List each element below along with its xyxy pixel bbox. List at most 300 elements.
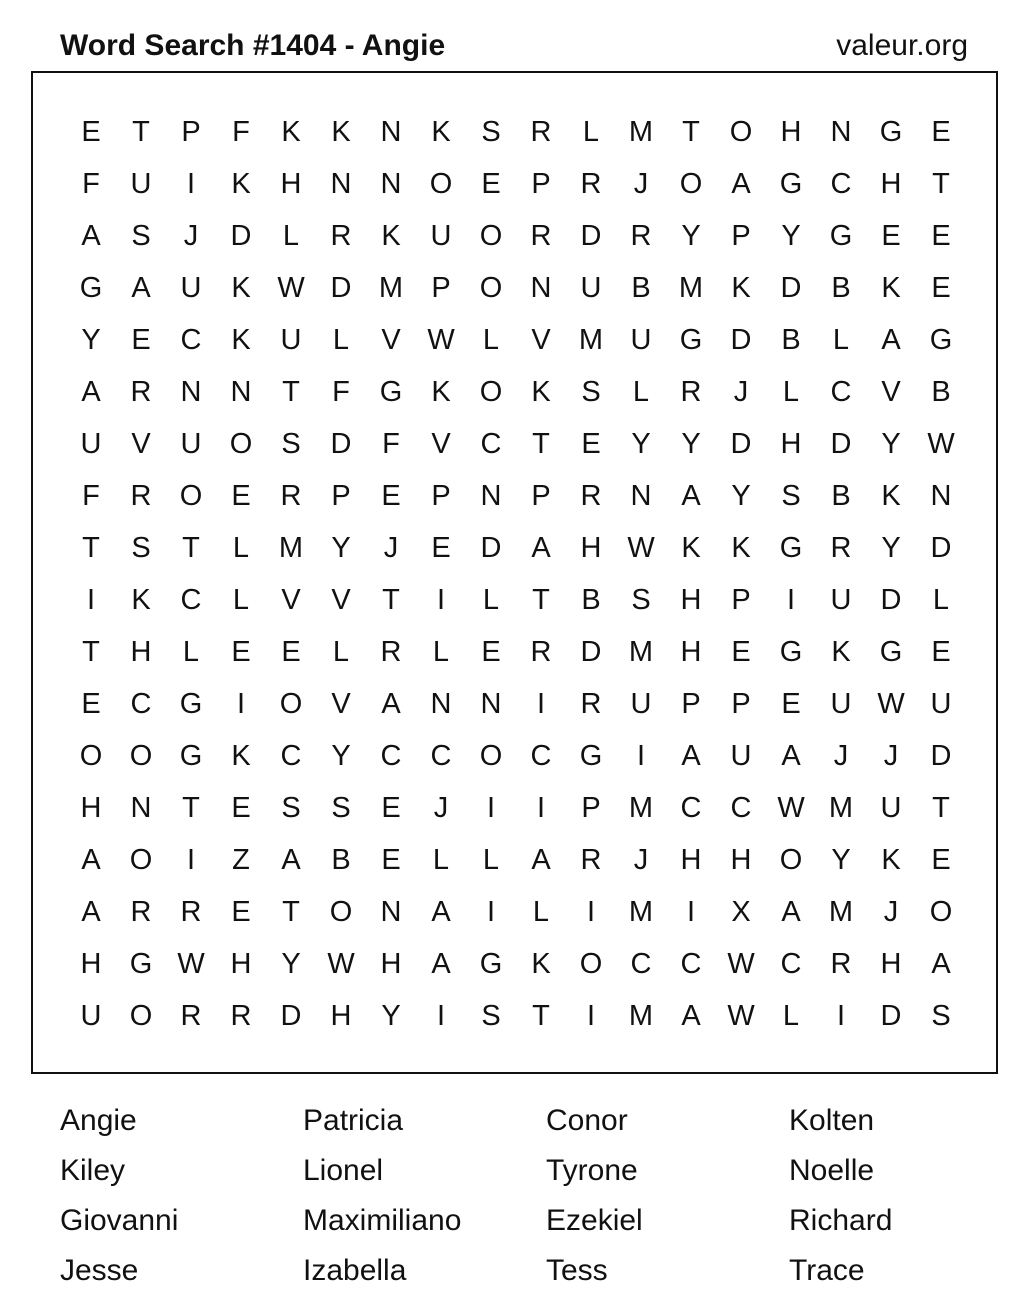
grid-letter: F [232,116,250,148]
grid-letter: U [880,792,902,824]
grid-letter: O [779,844,803,876]
grid-letter: H [780,116,802,148]
word-list-item: Tyrone [546,1154,638,1187]
grid-letter: I [186,168,196,200]
grid-letter: E [131,324,151,356]
grid-letter: S [481,116,501,148]
grid-letter: W [177,948,205,980]
grid-letter: Y [881,428,901,460]
grid-letter: H [280,168,302,200]
grid-letter: L [232,584,250,616]
grid-letter: E [731,636,751,668]
grid-letter: P [431,272,451,304]
grid-letter: H [80,948,102,980]
grid-letter: S [581,376,601,408]
grid-letter: I [536,792,546,824]
grid-letter: A [881,324,901,356]
grid-letter: W [327,948,355,980]
grid-letter: F [382,428,400,460]
grid-letter: J [733,376,749,408]
grid-letter: K [231,740,251,772]
grid-letter: N [380,896,402,928]
grid-letter: M [828,792,854,824]
grid-letter: D [730,324,752,356]
grid-letter: A [431,948,451,980]
grid-letter: M [628,896,654,928]
grid-letter: T [382,584,400,616]
grid-letter: N [180,376,202,408]
grid-letter: N [380,168,402,200]
grid-letter: A [681,1000,701,1032]
grid-letter: P [331,480,351,512]
grid-letter: W [277,272,305,304]
grid-letter: G [929,324,953,356]
grid-letter: U [830,584,852,616]
site-name: valeur.org [836,29,968,62]
grid-letter: S [931,1000,951,1032]
grid-letter: H [680,636,702,668]
grid-letter: Y [831,844,851,876]
grid-letter: E [931,636,951,668]
grid-letter: R [130,376,152,408]
grid-letter: L [432,844,450,876]
grid-letter: Y [731,480,751,512]
grid-letter: A [781,896,801,928]
grid-letter: L [232,532,250,564]
grid-letter: C [780,948,802,980]
grid-letter: C [530,740,552,772]
grid-letter: H [80,792,102,824]
grid-letter: K [881,480,901,512]
grid-letter: A [531,844,551,876]
grid-letter: Y [881,532,901,564]
grid-letter: A [131,272,151,304]
grid-letter: D [930,532,952,564]
grid-letter: K [431,376,451,408]
word-list-item: Richard [789,1204,893,1237]
grid-letter: R [580,688,602,720]
grid-letter: R [680,376,702,408]
grid-letter: P [531,480,551,512]
grid-letter: T [932,168,950,200]
grid-letter: E [931,220,951,252]
grid-letter: L [282,220,300,252]
grid-letter: O [679,168,703,200]
word-list-item: Ezekiel [546,1204,643,1237]
grid-letter: B [931,376,951,408]
grid-letter: A [431,896,451,928]
grid-letter: K [731,532,751,564]
grid-letter: C [480,428,502,460]
grid-letter: I [636,740,646,772]
grid-letter: M [828,896,854,928]
grid-letter: C [830,168,852,200]
grid-letter: K [731,272,751,304]
grid-letter: U [280,324,302,356]
grid-letter: G [679,324,703,356]
grid-letter: G [179,740,203,772]
grid-letter: W [727,1000,755,1032]
grid-letter: N [830,116,852,148]
grid-letter: N [530,272,552,304]
grid-letter: E [381,480,401,512]
grid-letter: C [180,584,202,616]
word-list-item: Patricia [303,1104,404,1137]
grid-letter: E [581,428,601,460]
grid-letter: O [179,480,203,512]
grid-letter: E [481,168,501,200]
grid-letter: H [130,636,152,668]
grid-letter: P [181,116,201,148]
grid-letter: R [180,896,202,928]
grid-letter: G [379,376,403,408]
grid-letter: O [479,376,503,408]
grid-letter: B [581,584,601,616]
grid-letter: J [883,896,899,928]
grid-letter: N [930,480,952,512]
grid-letter: K [681,532,701,564]
grid-letter: A [381,688,401,720]
grid-letter: V [881,376,901,408]
grid-letter: N [480,480,502,512]
grid-letter: D [330,428,352,460]
grid-letter: A [681,480,701,512]
word-list-item: Izabella [303,1254,407,1287]
grid-letter: R [580,168,602,200]
grid-letter: G [779,636,803,668]
grid-letter: D [880,584,902,616]
grid-letter: K [231,324,251,356]
grid-letter: A [281,844,301,876]
grid-letter: N [430,688,452,720]
grid-letter: E [931,116,951,148]
grid-letter: B [781,324,801,356]
grid-letter: Y [681,428,701,460]
grid-letter: Y [331,532,351,564]
puzzle-box [31,71,998,1074]
grid-letter: K [831,636,851,668]
grid-letter: G [879,116,903,148]
grid-letter: O [79,740,103,772]
grid-letter: L [632,376,650,408]
grid-letter: R [330,220,352,252]
grid-letter: Y [281,948,301,980]
grid-letter: E [931,272,951,304]
grid-letter: B [631,272,651,304]
grid-letter: P [731,220,751,252]
grid-letter: R [580,480,602,512]
grid-letter: T [682,116,700,148]
grid-letter: E [931,844,951,876]
grid-letter: C [830,376,852,408]
grid-letter: E [231,636,251,668]
grid-letter: N [230,376,252,408]
grid-letter: T [532,1000,550,1032]
grid-letter: A [681,740,701,772]
grid-letter: A [81,376,101,408]
grid-letter: T [182,532,200,564]
grid-letter: R [530,636,552,668]
grid-letter: G [829,220,853,252]
grid-letter: O [429,168,453,200]
grid-letter: K [531,376,551,408]
grid-letter: F [332,376,350,408]
grid-letter: T [532,584,550,616]
grid-letter: N [330,168,352,200]
grid-letter: U [80,428,102,460]
grid-letter: Y [331,740,351,772]
grid-letter: C [130,688,152,720]
grid-letter: U [180,428,202,460]
grid-letter: A [931,948,951,980]
grid-letter: S [781,480,801,512]
word-list-item: Jesse [60,1254,139,1287]
grid-letter: U [630,688,652,720]
grid-letter: O [129,1000,153,1032]
grid-letter: I [786,584,796,616]
grid-letter: S [481,1000,501,1032]
grid-letter: F [82,168,100,200]
grid-letter: W [877,688,905,720]
grid-letter: E [81,116,101,148]
grid-letter: Y [681,220,701,252]
grid-letter: U [830,688,852,720]
grid-letter: L [482,844,500,876]
grid-letter: G [579,740,603,772]
grid-letter: C [680,948,702,980]
grid-letter: C [280,740,302,772]
page-title: Word Search #1404 - Angie [60,29,446,62]
grid-letter: K [131,584,151,616]
word-list-item: Giovanni [60,1204,179,1237]
grid-letter: T [82,532,100,564]
grid-letter: U [730,740,752,772]
grid-letter: U [630,324,652,356]
grid-letter: R [830,532,852,564]
grid-letter: Y [381,1000,401,1032]
grid-letter: D [230,220,252,252]
grid-letter: O [129,740,153,772]
grid-letter: I [86,584,96,616]
grid-letter: T [132,116,150,148]
grid-letter: H [380,948,402,980]
word-list-item: Maximiliano [303,1204,462,1237]
grid-letter: P [731,584,751,616]
grid-letter: K [381,220,401,252]
grid-letter: I [436,1000,446,1032]
grid-letter: J [183,220,199,252]
grid-letter: O [229,428,253,460]
grid-letter: G [179,688,203,720]
grid-letter: K [331,116,351,148]
grid-letter: R [580,844,602,876]
grid-letter: A [781,740,801,772]
grid-letter: G [779,532,803,564]
grid-letter: T [82,636,100,668]
grid-letter: A [531,532,551,564]
grid-letter: H [880,948,902,980]
grid-letter: Y [81,324,101,356]
grid-letter: R [380,636,402,668]
grid-letter: M [278,532,304,564]
word-list-item: Conor [546,1104,628,1137]
grid-letter: O [479,220,503,252]
grid-letter: K [281,116,301,148]
grid-letter: V [331,584,351,616]
grid-letter: L [332,324,350,356]
grid-letter: M [678,272,704,304]
grid-letter: R [130,480,152,512]
grid-letter: I [536,688,546,720]
grid-letter: L [182,636,200,668]
grid-letter: C [730,792,752,824]
grid-letter: G [779,168,803,200]
grid-letter: E [231,792,251,824]
grid-letter: M [628,116,654,148]
grid-letter: J [833,740,849,772]
grid-letter: O [279,688,303,720]
grid-letter: I [486,896,496,928]
grid-letter: O [479,272,503,304]
grid-letter: M [378,272,404,304]
grid-letter: K [431,116,451,148]
grid-letter: C [180,324,202,356]
grid-letter: T [282,376,300,408]
grid-letter: I [186,844,196,876]
grid-letter: S [631,584,651,616]
grid-letter: B [831,272,851,304]
word-list-item: Lionel [303,1154,384,1187]
grid-letter: U [180,272,202,304]
grid-letter: L [932,584,950,616]
grid-letter: D [580,220,602,252]
grid-letter: I [686,896,696,928]
grid-letter: M [628,636,654,668]
grid-letter: O [479,740,503,772]
grid-letter: O [329,896,353,928]
grid-letter: I [236,688,246,720]
grid-letter: S [131,220,151,252]
grid-letter: D [280,1000,302,1032]
grid-letter: D [580,636,602,668]
grid-letter: J [633,168,649,200]
grid-letter: G [79,272,103,304]
grid-letter: C [630,948,652,980]
grid-letter: Y [631,428,651,460]
grid-letter: E [381,792,401,824]
grid-letter: T [182,792,200,824]
grid-letter: K [881,272,901,304]
grid-letter: U [580,272,602,304]
grid-letter: P [731,688,751,720]
grid-letter: L [432,636,450,668]
grid-letter: I [836,1000,846,1032]
grid-letter: R [530,220,552,252]
grid-letter: L [782,1000,800,1032]
grid-letter: E [231,896,251,928]
grid-letter: V [381,324,401,356]
grid-letter: W [627,532,655,564]
grid-letter: U [930,688,952,720]
grid-letter: L [582,116,600,148]
grid-letter: R [180,1000,202,1032]
grid-letter: I [586,1000,596,1032]
grid-letter: A [81,844,101,876]
grid-letter: I [436,584,446,616]
word-list-item: Kolten [789,1104,875,1137]
grid-letter: J [383,532,399,564]
grid-letter: F [82,480,100,512]
grid-letter: D [880,1000,902,1032]
grid-letter: N [380,116,402,148]
grid-letter: H [730,844,752,876]
grid-letter: V [281,584,301,616]
grid-letter: X [731,896,751,928]
grid-letter: O [579,948,603,980]
grid-letter: P [431,480,451,512]
grid-letter: M [578,324,604,356]
word-list-item: Angie [60,1104,137,1137]
grid-letter: D [330,272,352,304]
grid-letter: P [581,792,601,824]
grid-letter: L [532,896,550,928]
grid-letter: E [381,844,401,876]
grid-letter: Z [232,844,250,876]
grid-letter: U [430,220,452,252]
grid-letter: R [130,896,152,928]
grid-letter: U [130,168,152,200]
grid-letter: P [531,168,551,200]
grid-letter: K [231,272,251,304]
grid-letter: H [230,948,252,980]
grid-letter: V [131,428,151,460]
grid-letter: U [80,1000,102,1032]
grid-letter: E [231,480,251,512]
grid-letter: H [580,532,602,564]
grid-letter: O [729,116,753,148]
grid-letter: M [628,1000,654,1032]
grid-letter: R [530,116,552,148]
grid-letter: C [380,740,402,772]
grid-letter: D [780,272,802,304]
grid-letter: W [777,792,805,824]
grid-letter: H [680,584,702,616]
grid-letter: W [427,324,455,356]
grid-letter: O [929,896,953,928]
grid-letter: S [331,792,351,824]
grid-letter: L [482,584,500,616]
grid-letter: H [680,844,702,876]
grid-letter: J [633,844,649,876]
grid-letter: L [832,324,850,356]
grid-letter: E [81,688,101,720]
grid-letter: S [281,792,301,824]
grid-letter: T [932,792,950,824]
grid-letter: E [281,636,301,668]
grid-letter: P [681,688,701,720]
grid-letter: A [81,896,101,928]
grid-letter: K [881,844,901,876]
grid-letter: N [630,480,652,512]
grid-letter: L [332,636,350,668]
grid-letter: T [282,896,300,928]
grid-letter: E [781,688,801,720]
grid-letter: A [731,168,751,200]
grid-letter: K [531,948,551,980]
grid-letter: T [532,428,550,460]
grid-letter: I [586,896,596,928]
grid-letter: A [81,220,101,252]
